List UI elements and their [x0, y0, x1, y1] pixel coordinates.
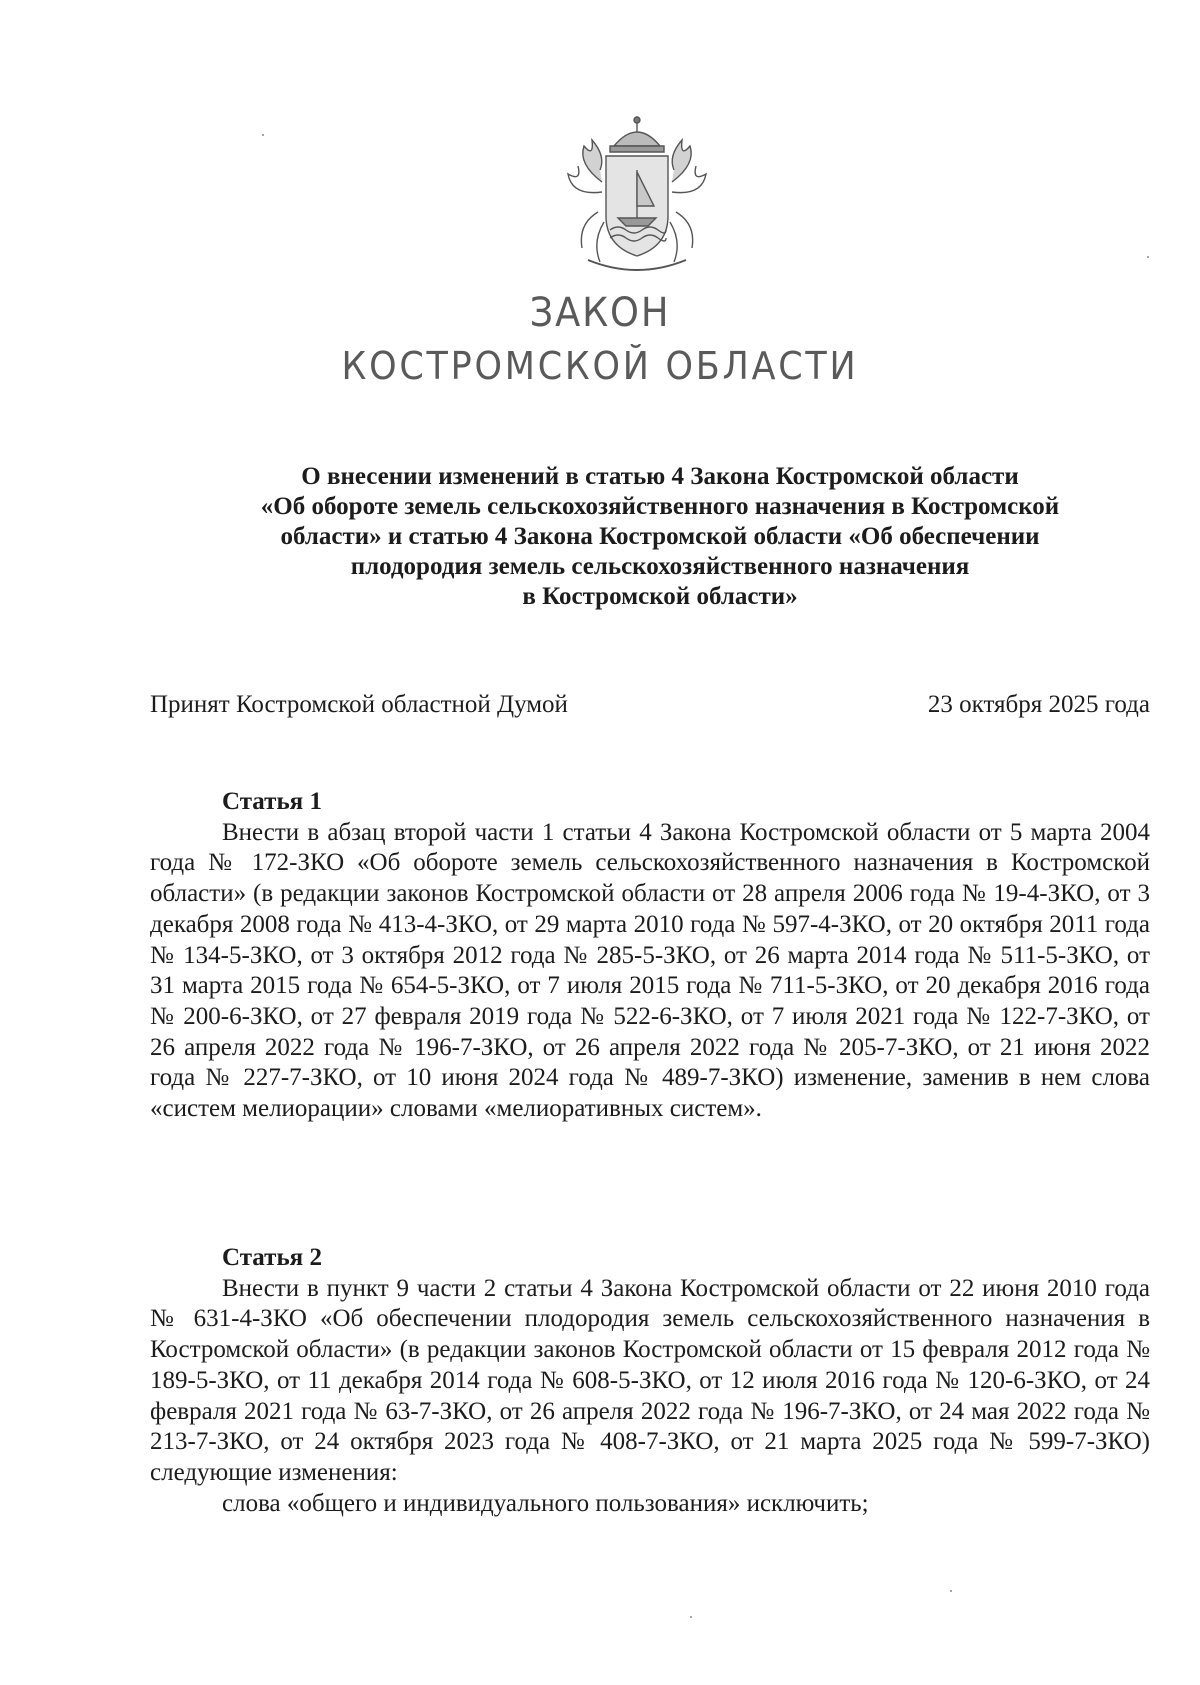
adoption-date: 23 октября 2025 года: [927, 691, 1150, 718]
article-title: Статья 2: [222, 1244, 322, 1271]
law-title-line: «Об обороте земель сельскохозяйственного назначения в Костромской: [260, 493, 1060, 520]
adopted-by: Принят Костромской областной Думой: [150, 691, 568, 718]
law-title: [200, 462, 1120, 612]
document-type-title: ЗАКОН: [529, 290, 671, 336]
article-item: слова «общего и индивидуального пользования» исключить;: [222, 1489, 869, 1517]
scan-speck: [950, 1590, 952, 1592]
scan-speck: [1147, 256, 1149, 258]
article-1: [150, 787, 1150, 1125]
article-title: Статья 1: [222, 788, 322, 815]
scan-speck: [690, 1616, 692, 1618]
coat-of-arms-icon: [548, 112, 726, 276]
law-title-line: области» и статью 4 Закона Костромской области «Об обеспечении: [280, 523, 1040, 550]
article-text: Внести в абзац второй части 1 статьи 4 Закона Костромской области от 5 марта 2004 года № 172-ЗКО «Об обороте земель сельскохозяйственного назначения в Костромской области» (в редакции законов Костромской области от 28 апреля 2006 года № 19-4-ЗКО, от 3 декабря 2008 года № 413-4-ЗКО, от 29 марта 2010 года № 597-4-ЗКО, от 20 октября 2011 года № 134-5-ЗКО, от 3 октября 2012 года № 285-5-ЗКО, от 26 марта 2014 года № 511-5-ЗКО, от 31 марта 2015 года № 654-5-ЗКО, от 7 июля 2015 года № 711-5-ЗКО, от 20 декабря 2016 года № 200-6-ЗКО, от 27 февраля 2019 года № 522-6-ЗКО, от 7 июля 2021 года № 122-7-ЗКО, от 26 апреля 2022 года № 196-7-ЗКО, от 26 апреля 2022 года № 205-7-ЗКО, от 21 июня 2022 года № 227-7-ЗКО, от 10 июня 2024 года № 489-7-ЗКО) изменение, заменив в нем слова «систем мелиорации» словами «мелиоративных систем».: [150, 818, 1150, 1123]
law-title-line: в Костромской области»: [522, 583, 798, 610]
article-2: [150, 1243, 1150, 1519]
law-title-line: плодородия земель сельскохозяйственного назначения: [350, 553, 970, 580]
region-title: КОСТРОМСКОЙ ОБЛАСТИ: [341, 344, 859, 388]
article-text: Внести в пункт 9 части 2 статьи 4 Закона Костромской области от 22 июня 2010 года № 631-4-ЗКО «Об обеспечении плодородия земель сельскохозяйственного назначения в Костромской области» (в редакции законов Костромской области от 15 февраля 2012 года № 189-5-ЗКО, от 11 декабря 2014 года № 608-5-ЗКО, от 12 июля 2016 года № 120-6-ЗКО, от 24 февраля 2021 года № 63-7-ЗКО, от 26 апреля 2022 года № 196-7-ЗКО, от 24 мая 2022 года № 213-7-ЗКО, от 24 октября 2023 года № 408-7-ЗКО, от 21 марта 2025 года № 599-7-ЗКО) следующие изменения:: [150, 1274, 1150, 1486]
scan-speck: [262, 134, 264, 136]
law-title-line: О внесении изменений в статью 4 Закона Костромской области: [301, 463, 1019, 490]
